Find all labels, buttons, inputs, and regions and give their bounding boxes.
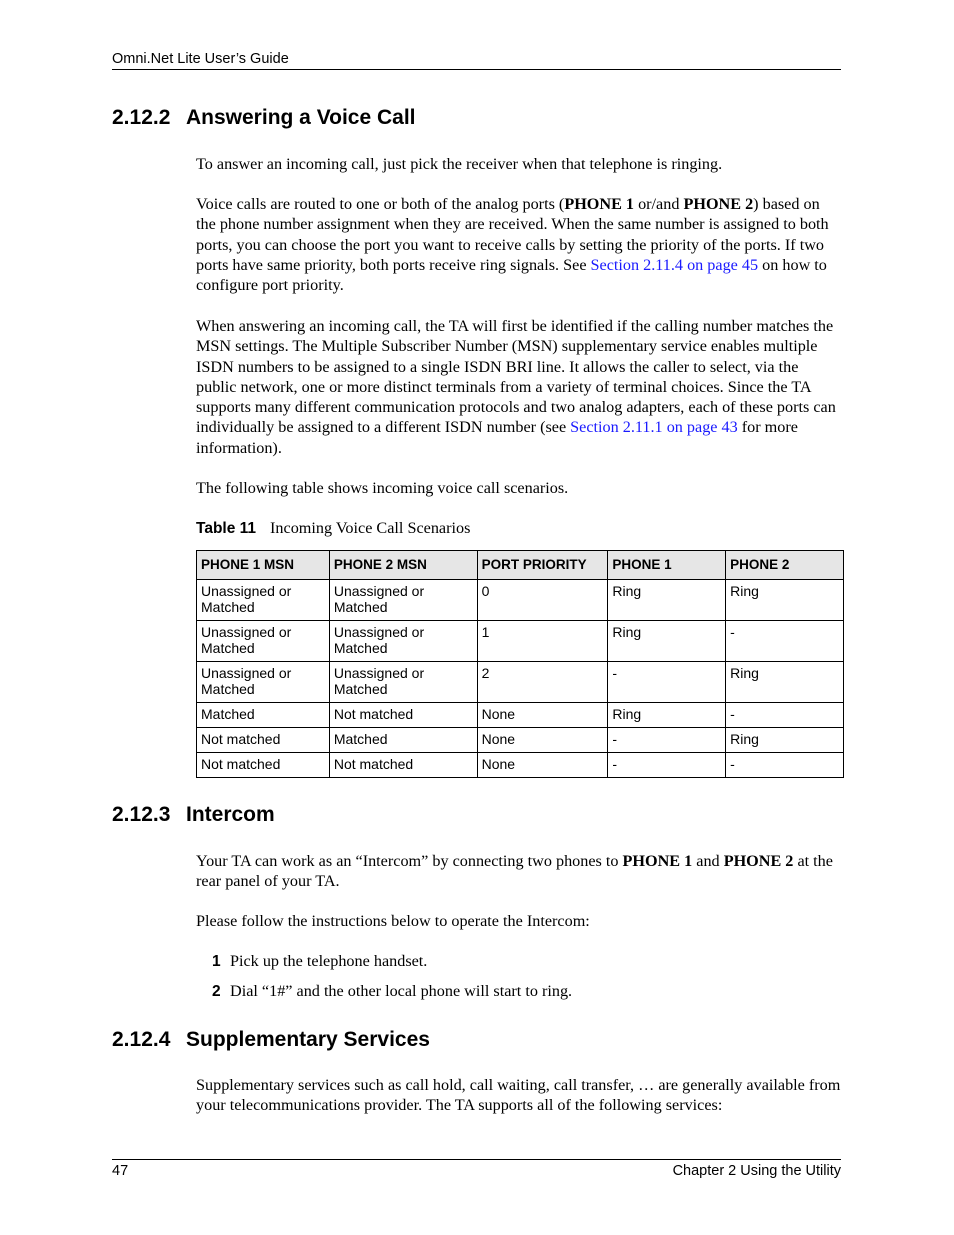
table-row — [197, 728, 844, 753]
cross-reference-link[interactable]: Section 2.11.4 on page 45 — [590, 255, 759, 274]
paragraph — [196, 851, 841, 892]
table-cell: - — [608, 728, 726, 753]
table-cell: Unassigned or Matched — [197, 580, 330, 621]
section-number: 2.12.3 — [112, 803, 171, 826]
paragraph: To answer an incoming call, just pick the receiver when that telephone is ringing. — [196, 155, 723, 173]
table-cell: Ring — [726, 662, 844, 703]
table-cell: - — [726, 621, 844, 662]
text-run: or/and — [634, 195, 684, 213]
table-cell: Ring — [726, 728, 844, 753]
table-cell: Ring — [608, 621, 726, 662]
running-footer — [112, 1159, 841, 1179]
section-heading-supplementary-services — [112, 1028, 430, 1052]
paragraph: The following table shows incoming voice call scenarios. — [196, 479, 569, 497]
table-cell: 2 — [477, 662, 608, 703]
text-run: for more information). — [196, 418, 798, 457]
text-run: When answering an incoming call, the TA will first be identified if the calling number matches the MSN settings. The Multiple Subscriber Number (MSN) supplementary service enables multiple ISDN numbers to be assigned to a single ISDN BRI line. It allows the caller to select, via the public network, one or more distinct terminals from a variety of terminal choices. Since the TA supports many different communication protocols and two analog adapters, each of these ports can individually be assigned to a different ISDN number (see — [196, 317, 836, 437]
table-label: Table 11 — [196, 520, 257, 537]
bold-term: PHONE 1 — [622, 852, 693, 870]
table-cell: - — [726, 753, 844, 778]
step-text: Pick up the telephone handset. — [230, 952, 428, 970]
cross-reference-link[interactable]: Section 2.11.1 on page 43 — [570, 418, 738, 437]
table-cell: Unassigned or Matched — [197, 621, 330, 662]
table-cell: - — [726, 703, 844, 728]
guide-title: Omni.Net Lite User’s Guide — [112, 51, 289, 67]
table-cell: Ring — [608, 703, 726, 728]
incoming-voice-call-table — [196, 550, 844, 778]
text-run: ) based on the phone number assignment when they are received. When the same number is assigned to both ports, you can choose the port you want to receive calls by setting the priority of the ports. If two ports have same priority, both ports receive ring signals. See — [196, 195, 829, 274]
column-header: PHONE 2 — [726, 551, 844, 580]
column-header: PHONE 1 — [608, 551, 726, 580]
table-cell: Not matched — [329, 753, 477, 778]
paragraph: Supplementary services such as call hold, call waiting, call transfer, … are generally available from your telecommunications provider. The TA supports all of the following services: — [196, 1076, 841, 1115]
bold-term: PHONE 2 — [683, 195, 754, 213]
section-number: 2.12.2 — [112, 106, 171, 129]
table-cell: None — [477, 703, 608, 728]
table-cell: Unassigned or Matched — [329, 580, 477, 621]
table-cell: Not matched — [329, 703, 477, 728]
section-title: Answering a Voice Call — [186, 106, 416, 129]
table-row — [197, 753, 844, 778]
column-header: PHONE 2 MSN — [329, 551, 477, 580]
table-cell: Matched — [197, 703, 330, 728]
table-cell: None — [477, 728, 608, 753]
table-cell: Matched — [329, 728, 477, 753]
table-cell: Unassigned or Matched — [329, 662, 477, 703]
table-cell: Not matched — [197, 753, 330, 778]
table-cell: Ring — [726, 580, 844, 621]
table-cell: Not matched — [197, 728, 330, 753]
bold-term: PHONE 2 — [723, 852, 794, 870]
table-caption — [196, 519, 470, 538]
section-number: 2.12.4 — [112, 1028, 171, 1051]
table-cell: 1 — [477, 621, 608, 662]
list-item — [212, 982, 572, 1001]
step-number: 1 — [212, 953, 221, 970]
section-title: Supplementary Services — [186, 1028, 430, 1051]
page-number: 47 — [112, 1163, 129, 1179]
column-header: PORT PRIORITY — [477, 551, 608, 580]
table-cell: None — [477, 753, 608, 778]
bold-term: PHONE 1 — [564, 195, 635, 213]
table-caption-text: Incoming Voice Call Scenarios — [270, 519, 471, 537]
paragraph: Please follow the instructions below to operate the Intercom: — [196, 912, 590, 930]
section-title: Intercom — [186, 803, 275, 826]
table-cell: - — [608, 753, 726, 778]
text-run: Voice calls are routed to one or both of the analog ports ( — [196, 195, 565, 213]
step-text: Dial “1#” and the other local phone will start to ring. — [230, 982, 573, 1000]
section-heading-answering-voice-call — [112, 106, 416, 130]
table-cell: Unassigned or Matched — [329, 621, 477, 662]
table-row — [197, 703, 844, 728]
paragraph — [196, 316, 841, 458]
column-header: PHONE 1 MSN — [197, 551, 330, 580]
table-cell: - — [608, 662, 726, 703]
table-row — [197, 662, 844, 703]
list-item — [212, 952, 427, 971]
section-heading-intercom — [112, 803, 275, 827]
text-run: on how to configure port priority. — [196, 255, 827, 295]
table-row — [197, 621, 844, 662]
table-cell: Ring — [608, 580, 726, 621]
table-cell: Unassigned or Matched — [197, 662, 330, 703]
text-run: and — [692, 852, 724, 870]
running-header — [112, 51, 841, 70]
table-row — [197, 580, 844, 621]
paragraph — [196, 194, 841, 295]
text-run: Your TA can work as an “Intercom” by connecting two phones to — [196, 852, 623, 870]
text-run: at the rear panel of your TA. — [196, 852, 833, 891]
table-header-row — [197, 551, 844, 580]
chapter-title: Chapter 2 Using the Utility — [672, 1163, 841, 1179]
table-cell: 0 — [477, 580, 608, 621]
step-number: 2 — [212, 983, 221, 1000]
